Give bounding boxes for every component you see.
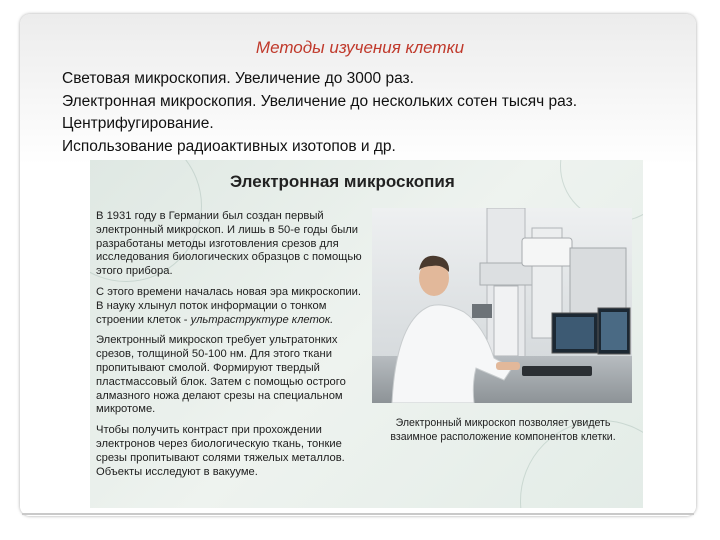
paragraph-new-era: С этого времени началась новая эра микроскопии. В науку хлынул поток информации о тонком строении клеток - ультраструктуре клеток. xyxy=(96,285,362,326)
paragraph-history: В 1931 году в Германии был создан первый электронный микроскоп. И лишь в 50-е годы были разработаны методы изготовления срезов для исследования биологических образцов с помощью этого прибора. xyxy=(96,210,362,278)
panel-body-text xyxy=(96,210,368,486)
paragraph-contrast: Чтобы получить контраст при прохождении электронов через биологическую ткань, тонкие срезы пропитывают солями тяжелых металлов. Объекты исследуют в вакууме. xyxy=(96,424,345,478)
slide-divider xyxy=(22,513,694,515)
microscope-lab-photo xyxy=(372,208,632,403)
paragraph-sections: Электронный микроскоп требует ультратонких срезов, толщиной 50-100 нм. Для этого ткани пропитывают смолой. Формируют твердый пластмассовый блок. Затем с помощью острого алмазного ножа делают срезы на специальном микротоме. xyxy=(96,334,346,416)
bullet-light-microscopy: Световая микроскопия. Увеличение до 3000 раз. xyxy=(62,70,414,87)
bullet-centrifugation: Центрифугирование. xyxy=(62,115,214,132)
panel-title: Электронная микроскопия xyxy=(230,172,455,191)
bullet-electron-microscopy: Электронная микроскопия. Увеличение до нескольких сотен тысяч раз. xyxy=(62,92,578,110)
emphasis-ultrastructure: ультраструктуре клеток. xyxy=(190,313,334,326)
slide-title: Методы изучения клетки xyxy=(255,38,465,57)
bullet-list xyxy=(62,68,692,158)
microscope-lab-illustration xyxy=(372,208,632,403)
bullet-radioactive-isotopes: Использование радиоактивных изотопов и др. xyxy=(62,137,396,155)
electron-microscopy-panel xyxy=(90,160,643,508)
photo-caption: Электронный микроскоп позволяет увидеть взаимное расположение компонентов клетки. xyxy=(390,417,616,443)
